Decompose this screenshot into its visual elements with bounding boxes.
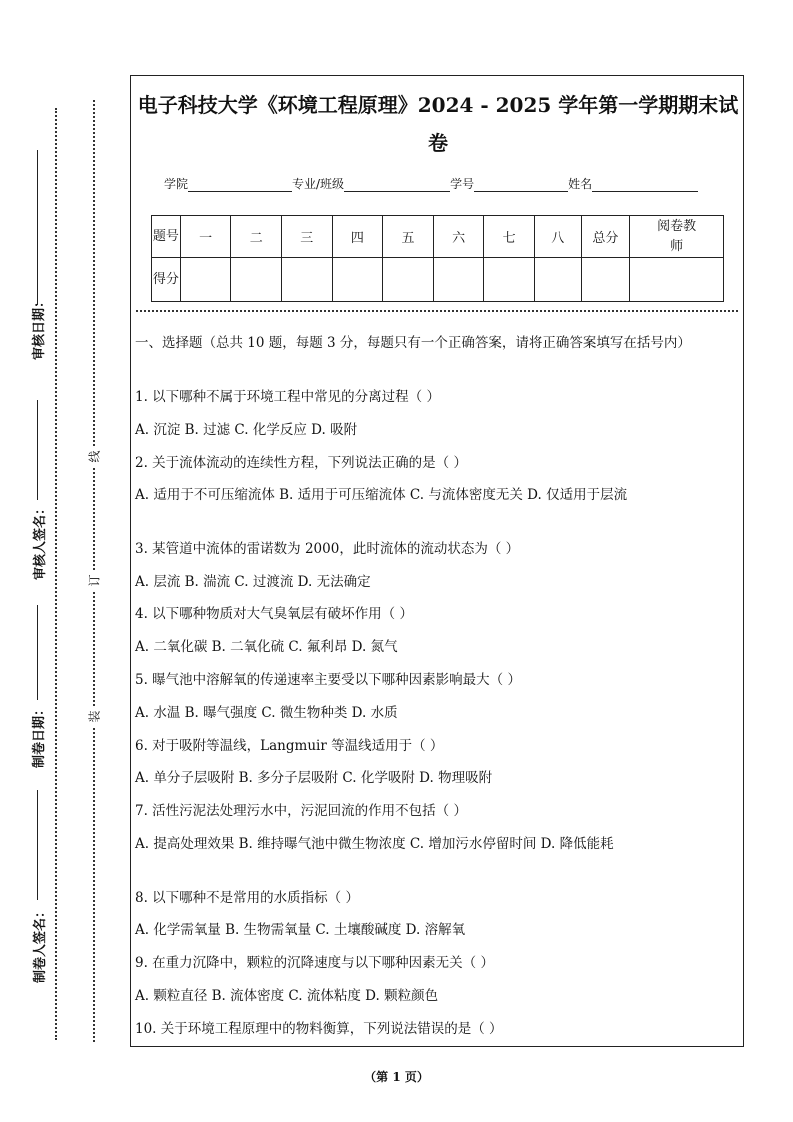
score-cell[interactable] bbox=[383, 258, 434, 302]
score-cell[interactable] bbox=[282, 258, 333, 302]
score-cell[interactable] bbox=[581, 258, 630, 302]
score-header-5: 五 bbox=[383, 216, 434, 258]
question-6-options: A. 单分子层吸附 B. 多分子层吸附 C. 化学吸附 D. 物理吸附 bbox=[135, 770, 493, 786]
score-header-2: 二 bbox=[231, 216, 282, 258]
score-cell[interactable] bbox=[231, 258, 282, 302]
bind-mark-bind: 装 bbox=[86, 707, 103, 727]
question-3-options: A. 层流 B. 湍流 C. 过渡流 D. 无法确定 bbox=[135, 574, 371, 590]
score-table-header-label: 题号 bbox=[152, 216, 181, 258]
question-4: 4. 以下哪种物质对大气臭氧层有破坏作用（ ） bbox=[135, 606, 413, 622]
reviewer-signature-label: 审核人签名： bbox=[33, 501, 48, 580]
score-table-row-label: 得分 bbox=[152, 258, 181, 302]
question-9-options: A. 颗粒直径 B. 流体密度 C. 流体粘度 D. 颗粒颜色 bbox=[135, 988, 439, 1004]
question-5-options: A. 水温 B. 曝气强度 C. 微生物种类 D. 水质 bbox=[135, 705, 398, 721]
score-cell[interactable] bbox=[484, 258, 535, 302]
signature-line-reviewer bbox=[37, 400, 38, 500]
exam-title: 电子科技大学《环境工程原理》2024 - 2025 学年第一学期期末试卷 bbox=[137, 93, 739, 155]
field-name-input[interactable] bbox=[592, 177, 698, 192]
question-8: 8. 以下哪种不是常用的水质指标（ ） bbox=[135, 890, 359, 906]
score-header-total: 总分 bbox=[581, 216, 630, 258]
field-id-label: 学号 bbox=[450, 177, 475, 191]
score-header-1: 一 bbox=[180, 216, 231, 258]
question-8-options: A. 化学需氧量 B. 生物需氧量 C. 土壤酸碱度 D. 溶解氧 bbox=[135, 922, 466, 938]
score-header-7: 七 bbox=[484, 216, 535, 258]
score-cell[interactable] bbox=[630, 258, 724, 302]
field-college-label: 学院 bbox=[164, 177, 189, 191]
question-7: 7. 活性污泥法处理污水中，污泥回流的作用不包括（ ） bbox=[135, 803, 467, 819]
bind-mark-line: 线 bbox=[86, 447, 103, 467]
signature-line-make-date bbox=[37, 605, 38, 700]
score-cell[interactable] bbox=[534, 258, 581, 302]
question-6: 6. 对于吸附等温线，Langmuir 等温线适用于（ ） bbox=[135, 738, 444, 754]
question-3: 3. 某管道中流体的雷诺数为 2000，此时流体的流动状态为（ ） bbox=[135, 541, 520, 557]
score-cell[interactable] bbox=[332, 258, 383, 302]
section-title: 一、选择题（总共 10 题，每题 3 分，每题只有一个正确答案，请将正确答案填写在括号内） bbox=[135, 335, 691, 351]
field-major-label: 专业/班级 bbox=[292, 177, 345, 191]
header-divider bbox=[136, 310, 738, 312]
field-college-input[interactable] bbox=[188, 177, 292, 192]
score-cell[interactable] bbox=[433, 258, 484, 302]
question-5: 5. 曝气池中溶解氧的传递速率主要受以下哪种因素影响最大（ ） bbox=[135, 672, 521, 688]
question-2: 2. 关于流体流动的连续性方程，下列说法正确的是（ ） bbox=[135, 455, 467, 471]
make-date-label: 制卷日期： bbox=[32, 702, 47, 768]
score-header-grader: 阅卷教师 bbox=[630, 216, 724, 258]
question-4-options: A. 二氧化碳 B. 二氧化硫 C. 氟利昂 D. 氮气 bbox=[135, 639, 398, 655]
signature-line-review-date bbox=[37, 150, 38, 305]
question-2-options: A. 适用于不可压缩流体 B. 适用于可压缩流体 C. 与流体密度无关 D. 仅适用于层流 bbox=[135, 487, 628, 503]
page-number: （第 1 页） bbox=[364, 1070, 429, 1084]
review-date-label: 审核日期： bbox=[32, 294, 47, 360]
score-header-8: 八 bbox=[534, 216, 581, 258]
score-table bbox=[151, 215, 724, 302]
question-7-options: A. 提高处理效果 B. 维持曝气池中微生物浓度 C. 增加污水停留时间 D. 降低能耗 bbox=[135, 836, 614, 852]
score-cell[interactable] bbox=[180, 258, 231, 302]
question-1: 1. 以下哪种不属于环境工程中常见的分离过程（ ） bbox=[135, 389, 440, 405]
signature-line-maker bbox=[37, 790, 38, 900]
score-header-3: 三 bbox=[282, 216, 333, 258]
field-id-input[interactable] bbox=[474, 177, 568, 192]
question-10: 10. 关于环境工程原理中的物料衡算，下列说法错误的是（ ） bbox=[135, 1021, 503, 1037]
score-header-6: 六 bbox=[433, 216, 484, 258]
score-header-4: 四 bbox=[332, 216, 383, 258]
student-info-row bbox=[164, 172, 724, 192]
field-name-label: 姓名 bbox=[568, 177, 593, 191]
bind-mark-staple: 订 bbox=[86, 571, 103, 591]
binding-dotted-line-outer bbox=[55, 108, 57, 1040]
field-major-input[interactable] bbox=[344, 177, 450, 192]
question-9: 9. 在重力沉降中，颗粒的沉降速度与以下哪种因素无关（ ） bbox=[135, 955, 494, 971]
maker-signature-label: 制卷人签名： bbox=[33, 904, 48, 983]
question-1-options: A. 沉淀 B. 过滤 C. 化学反应 D. 吸附 bbox=[135, 422, 358, 438]
